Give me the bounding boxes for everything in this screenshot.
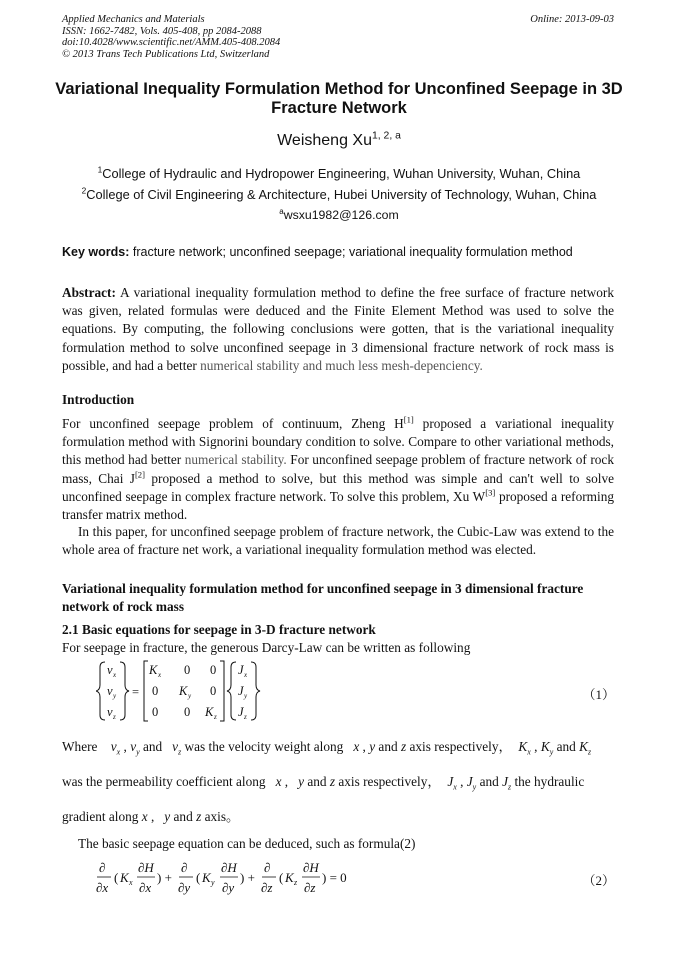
svg-text:z: z bbox=[113, 713, 116, 721]
email bbox=[0, 208, 678, 222]
aff-sup: 2 bbox=[81, 185, 87, 196]
svg-text:0: 0 bbox=[210, 684, 217, 698]
intro-grey-text: numerical stability. bbox=[184, 452, 287, 468]
where-text: was the velocity weight along bbox=[184, 739, 344, 754]
svg-text:) +: ) + bbox=[157, 870, 172, 885]
where-text: gradient along bbox=[62, 809, 139, 824]
citation-ref[interactable]: [2] bbox=[134, 469, 145, 480]
where-text: axis respectively， bbox=[338, 774, 441, 789]
section-heading-line-2: network of rock mass bbox=[62, 599, 185, 614]
where-line-1: Where $v_x$ , $v_y$ and $v_z$ was the velocity weight along x , y and z axis respectively， $K_x$ , $K_y$ and $K_z$ bbox=[62, 739, 592, 757]
where-text: and bbox=[142, 739, 163, 754]
svg-text:) = 0: ) = 0 bbox=[322, 870, 347, 885]
intro-text: For unconfined seepage problem of continuum, Zheng H bbox=[62, 416, 404, 431]
keywords-text: fracture network; unconfined seepage; variational inequality formulation method bbox=[132, 245, 573, 259]
keywords bbox=[62, 245, 573, 259]
author bbox=[0, 132, 678, 150]
aff-sup: 1 bbox=[97, 164, 103, 175]
svg-text:K: K bbox=[179, 684, 188, 698]
where-text: and bbox=[307, 774, 327, 789]
intro-paragraph-1 bbox=[62, 415, 614, 524]
citation-ref[interactable]: [3] bbox=[485, 487, 496, 498]
svg-text:(: ( bbox=[279, 870, 284, 885]
svg-text:) +: ) + bbox=[240, 870, 255, 885]
svg-text:y: y bbox=[188, 692, 192, 700]
doi: doi:10.4028/www.scientific.net/AMM.405-408.2084 bbox=[62, 37, 281, 48]
intro-text: proposed a reforming transfer matrix method. bbox=[62, 488, 615, 523]
where-text: axis。 bbox=[204, 809, 240, 824]
intro-text: For unconfined seepage problem of fracture network of rock mass, Chai J bbox=[62, 452, 614, 486]
where-text: axis respectively， bbox=[409, 739, 512, 754]
svg-text:z: z bbox=[214, 713, 217, 721]
where-text: and bbox=[556, 739, 576, 754]
where-text: the hydraulic bbox=[514, 774, 585, 789]
affiliation-1 bbox=[0, 166, 678, 181]
svg-text:(: ( bbox=[114, 870, 119, 885]
section-heading bbox=[62, 580, 614, 616]
subsection-heading: 2.1 Basic equations for seepage in 3-D fracture network bbox=[62, 622, 376, 637]
svg-text:J: J bbox=[238, 705, 244, 719]
title-line-2: Fracture Network bbox=[271, 99, 407, 117]
intro-heading: Introduction bbox=[62, 392, 135, 407]
svg-text:J: J bbox=[238, 684, 244, 698]
svg-text:(: ( bbox=[196, 870, 201, 885]
svg-text:z: z bbox=[244, 713, 247, 721]
svg-text:∂H: ∂H bbox=[303, 860, 319, 875]
intro-paragraph-2: In this paper, for unconfined seepage problem of fracture network, the Cubic-Law was extend to the whole area of fracture net work, a variational inequality formulation method was elected. bbox=[62, 524, 614, 558]
where-text: Where bbox=[62, 739, 98, 754]
svg-text:∂: ∂ bbox=[99, 860, 106, 875]
svg-text:∂x: ∂x bbox=[96, 880, 109, 895]
online-date: Online: 2013-09-03 bbox=[530, 14, 614, 25]
equation-1-number: （1） bbox=[582, 687, 615, 702]
abstract-text: A variational inequality formulation method to define the free surface of fracture network was given, related formulas were deduced and the Finite Element Method was used to solve the equations. By computing, the following conclusions were gotten, that is the variational inequality formulation method to solve unconfined seepage in 3 dimensional fracture network of rock mass is possible, and had a better bbox=[62, 285, 614, 373]
svg-text:∂y: ∂y bbox=[222, 880, 235, 895]
aff-sup: a bbox=[279, 206, 284, 216]
svg-text:y: y bbox=[211, 878, 215, 887]
svg-text:y: y bbox=[113, 692, 117, 700]
journal-header bbox=[62, 14, 280, 60]
svg-text:z: z bbox=[294, 878, 298, 887]
svg-text:∂z: ∂z bbox=[304, 880, 316, 895]
svg-text:x: x bbox=[158, 671, 162, 679]
svg-text:∂H: ∂H bbox=[138, 860, 154, 875]
affiliation-2 bbox=[0, 187, 678, 202]
section-heading-line-1: Variational inequality formulation method for unconfined seepage in 3 dimensional fracture bbox=[62, 581, 584, 596]
email-text[interactable]: wsxu1982@126.com bbox=[283, 208, 399, 222]
svg-text:v: v bbox=[107, 663, 113, 677]
svg-text:y: y bbox=[244, 692, 248, 700]
where-line-3: gradient along x , y and z axis。 bbox=[62, 809, 240, 824]
intro-text: proposed a variational inequality formulation method with Signorini boundary condition to solve. Compare to other variational methods, this method had better bbox=[62, 416, 615, 468]
author-name: Weisheng Xu bbox=[277, 132, 372, 149]
paper-title bbox=[55, 80, 623, 118]
svg-text:0: 0 bbox=[152, 684, 159, 698]
svg-text:v: v bbox=[107, 705, 113, 719]
svg-text:=: = bbox=[132, 685, 140, 699]
equation-2 bbox=[95, 858, 365, 898]
svg-text:0: 0 bbox=[152, 705, 159, 719]
copyright: © 2013 Trans Tech Publications Ltd, Switzerland bbox=[62, 48, 270, 60]
svg-text:0: 0 bbox=[184, 705, 191, 719]
basic-eq-text: The basic seepage equation can be deduced, such as formula(2) bbox=[78, 836, 416, 851]
svg-text:0: 0 bbox=[184, 663, 191, 677]
svg-text:∂H: ∂H bbox=[221, 860, 237, 875]
aff-text: College of Civil Engineering & Architecture, Hubei University of Technology, Wuhan, China bbox=[86, 187, 597, 202]
svg-text:K: K bbox=[205, 705, 214, 719]
svg-text:v: v bbox=[107, 684, 113, 698]
subsection-text: For seepage in fracture, the generous Darcy-Law can be written as following bbox=[62, 640, 471, 655]
svg-text:K: K bbox=[149, 663, 158, 677]
svg-text:J: J bbox=[238, 663, 244, 677]
svg-text:x: x bbox=[129, 878, 133, 887]
svg-text:∂x: ∂x bbox=[139, 880, 152, 895]
svg-text:∂z: ∂z bbox=[261, 880, 273, 895]
keywords-label: Key words: bbox=[62, 245, 130, 259]
where-line-2: was the permeability coefficient along x , y and z axis respectively， $J_x$ , $J_y$ and $J_z$ the hydraulic bbox=[62, 774, 585, 792]
intro-text: proposed a method to solve, but this method was simple and can't well to solve unconfined seepage in complex fracture network. To solve this problem, Xu W bbox=[62, 470, 615, 504]
equation-2-number: （2） bbox=[582, 873, 615, 888]
citation-ref[interactable]: [1] bbox=[403, 414, 414, 425]
svg-text:x: x bbox=[113, 671, 117, 679]
svg-text:x: x bbox=[244, 671, 248, 679]
abstract-grey-text: numerical stability and much less mesh-depenciency. bbox=[200, 357, 483, 373]
aff-text: College of Hydraulic and Hydropower Engineering, Wuhan University, Wuhan, China bbox=[102, 166, 581, 181]
journal-name: Applied Mechanics and Materials bbox=[62, 14, 205, 25]
svg-text:∂y: ∂y bbox=[178, 880, 191, 895]
svg-text:0: 0 bbox=[210, 663, 217, 677]
where-text: and bbox=[479, 774, 499, 789]
abstract-label: Abstract: bbox=[62, 285, 116, 300]
abstract bbox=[62, 284, 614, 375]
issn: ISSN: 1662-7482, Vols. 405-408, pp 2084-2088 bbox=[62, 25, 262, 37]
svg-text:∂: ∂ bbox=[181, 860, 188, 875]
author-sup: 1, 2, a bbox=[371, 130, 401, 142]
where-text: was the permeability coefficient along bbox=[62, 774, 266, 789]
svg-text:K: K bbox=[120, 870, 129, 885]
svg-text:K: K bbox=[285, 870, 294, 885]
svg-text:∂: ∂ bbox=[264, 860, 271, 875]
equation-1 bbox=[96, 660, 276, 722]
where-text: and bbox=[173, 809, 193, 824]
svg-text:K: K bbox=[202, 870, 211, 885]
title-line-1: Variational Inequality Formulation Method for Unconfined Seepage in 3D bbox=[55, 80, 623, 98]
